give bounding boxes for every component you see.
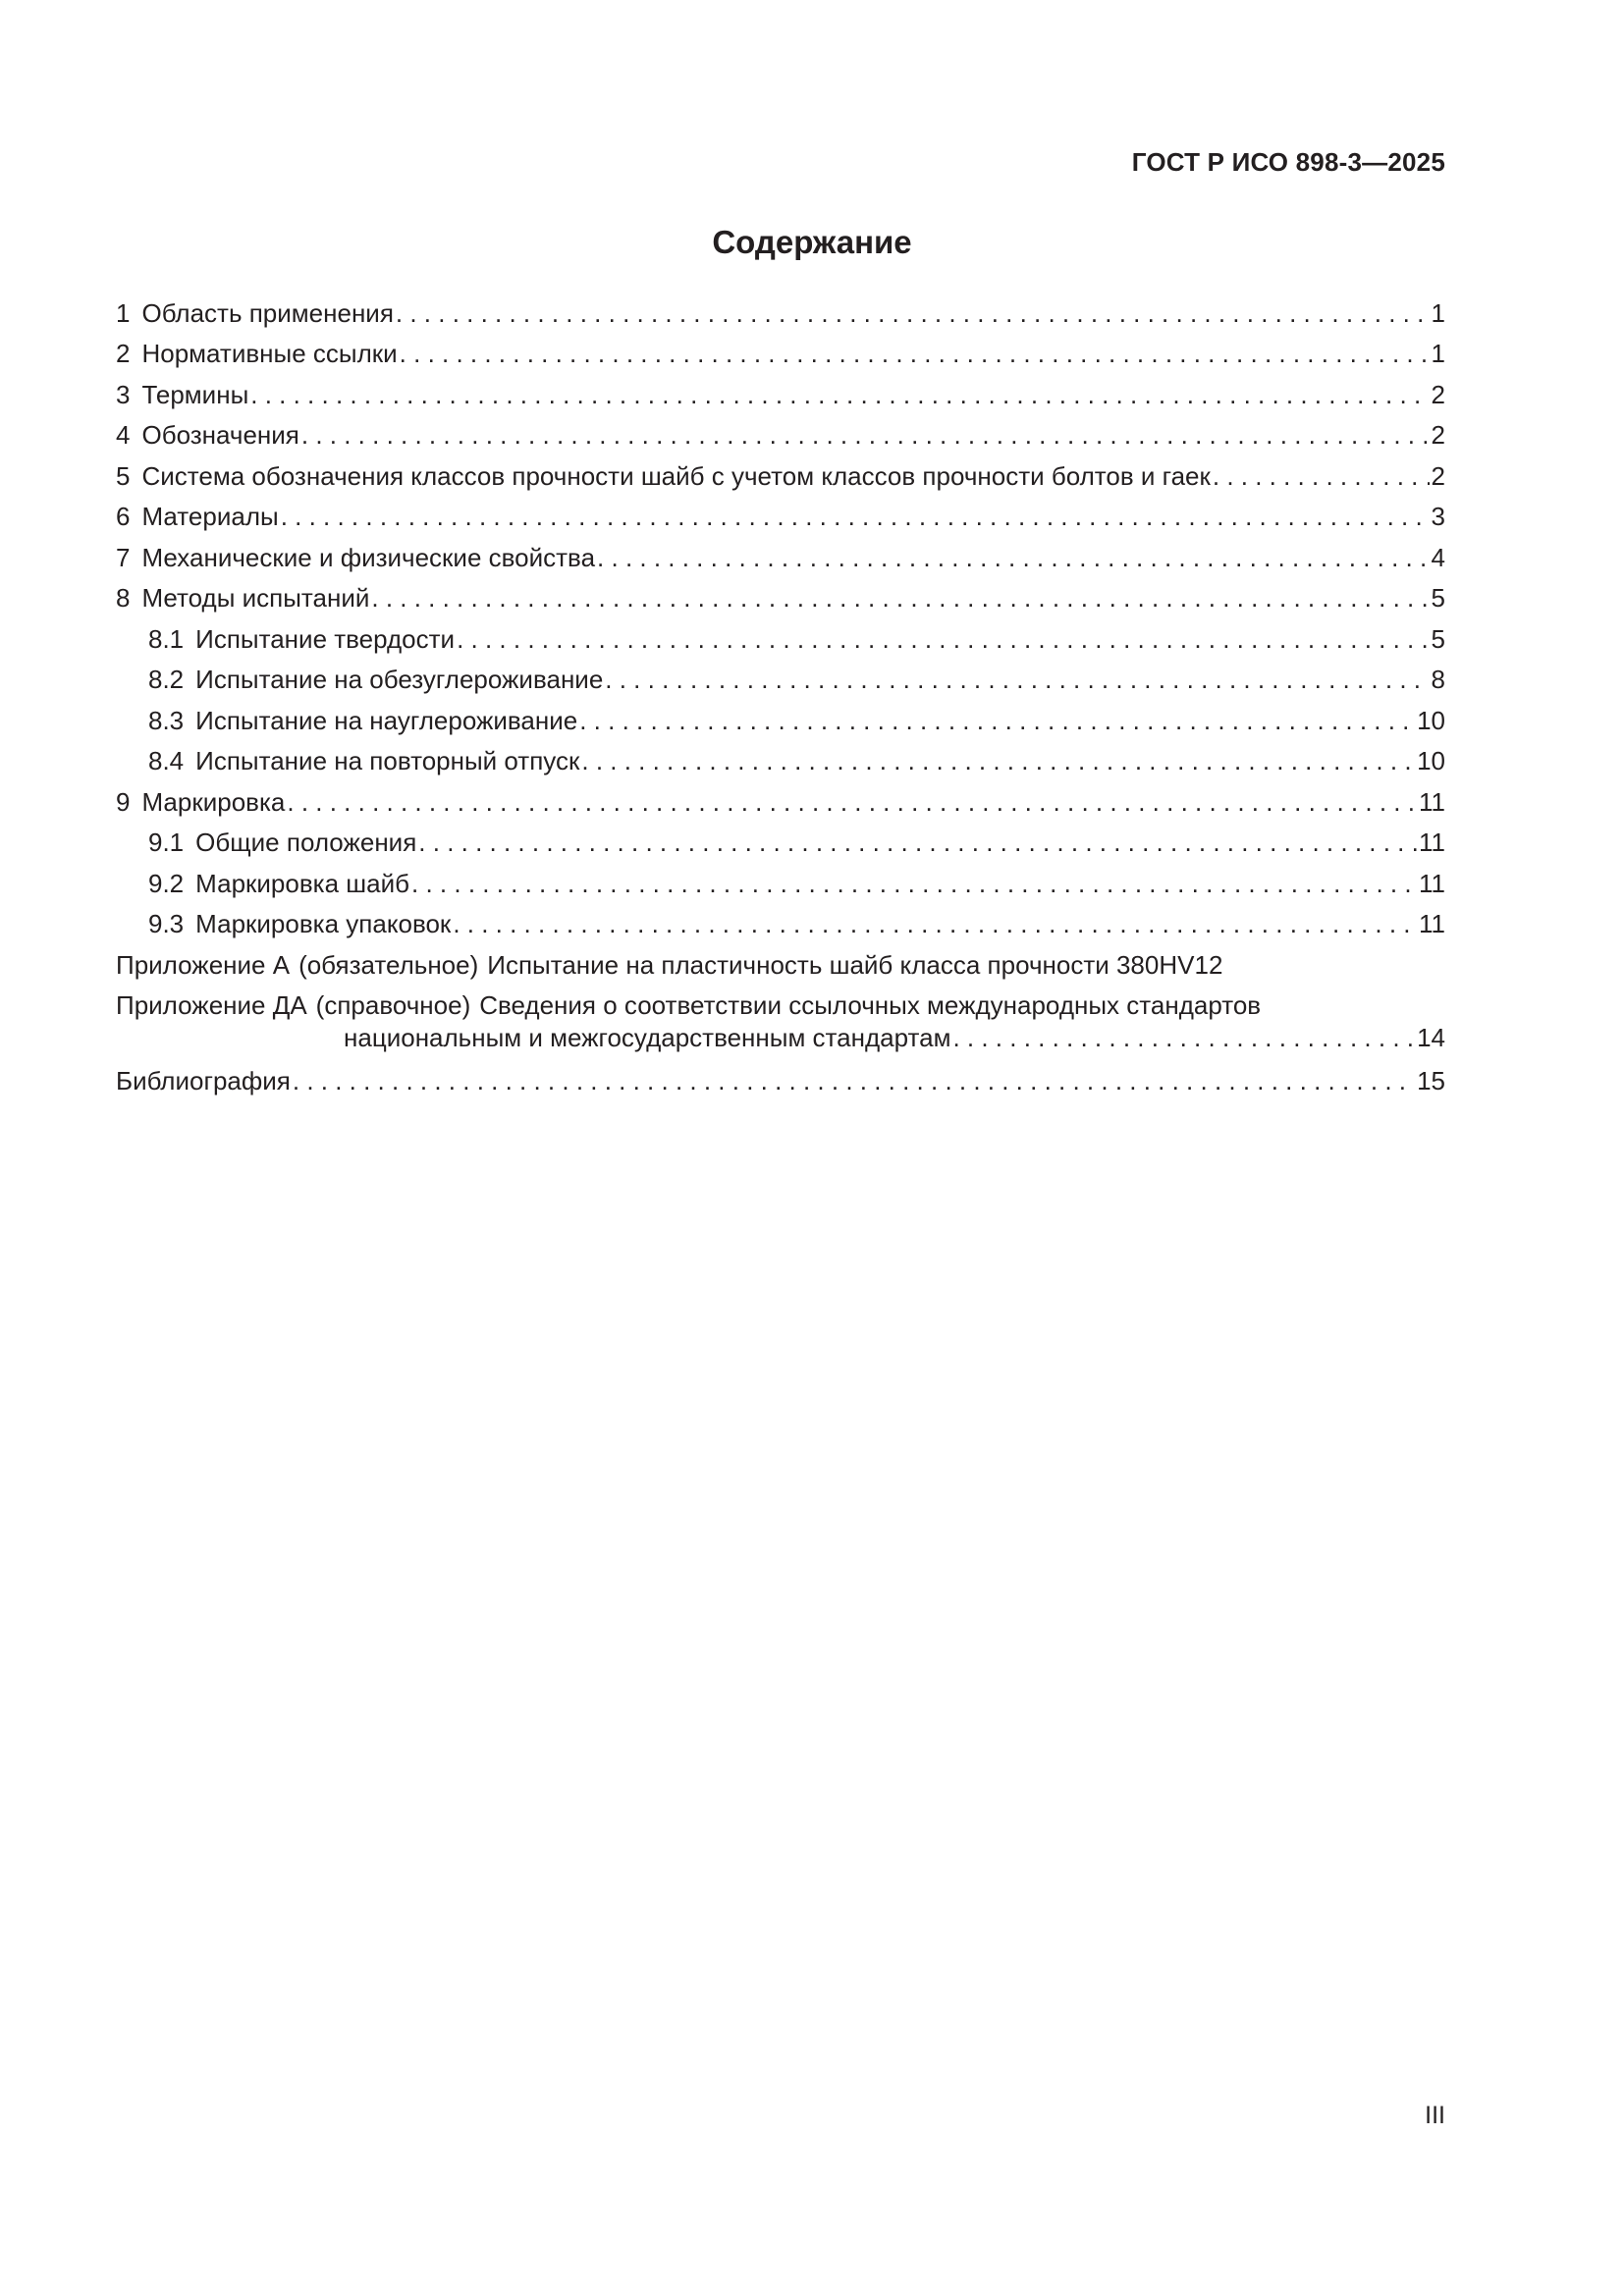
appendix-status: (обязательное) [298,949,479,980]
toc-entry-title: Методы испытаний [141,583,370,613]
toc-entry-number: 8.2 [148,665,185,694]
toc-entry-page: 11 [1419,786,1445,817]
document-code: ГОСТ Р ИСО 898-3—2025 [1131,147,1445,177]
toc-leader-dots [411,869,1417,898]
appendix-title-line2: национальным и межгосударственным стандартам [344,1022,951,1052]
toc-leader-dots [605,665,1429,694]
toc-entry-page: 15 [1417,1066,1445,1095]
toc-subentry[interactable] [116,735,1445,776]
toc-entry-number: 2 [116,339,131,368]
toc-entry-title: Испытание на обезуглероживание [195,665,604,694]
toc-leader-dots [287,787,1417,817]
toc-leader-dots [250,380,1429,409]
toc-leader-dots [400,339,1430,368]
toc-entry-title: Механические и физические свойства [141,542,596,572]
toc-entry-number: 1 [116,297,131,328]
toc-entry-title: Общие положения [195,828,417,857]
toc-entry-page: 3 [1431,502,1445,531]
toc-entry-page: 5 [1431,583,1445,613]
toc-entry-page: 10 [1417,705,1445,735]
toc-entry-title: Нормативные ссылки [141,339,398,368]
page-number: III [1425,2102,1445,2129]
toc-entry[interactable] [116,287,1445,328]
toc-entry-number: 3 [116,379,131,409]
toc-entry-title: Обозначения [141,420,299,450]
toc-subentry[interactable] [116,857,1445,898]
toc-leader-dots [293,1066,1415,1095]
toc-entry-number: 9.1 [148,828,185,857]
table-of-contents [116,287,1445,1095]
toc-entry-page: 4 [1431,542,1445,572]
toc-appendix-da[interactable] [116,980,1445,1055]
appendix-label: Приложение А [116,949,291,980]
toc-entry-page: 14 [1417,1022,1445,1052]
toc-entry-title: Маркировка [141,786,286,817]
toc-entry[interactable] [116,368,1445,409]
toc-entry-title: Область применения [141,297,394,328]
toc-leader-dots [1213,461,1430,491]
toc-entry-page: 8 [1431,665,1445,694]
toc-leader-dots [281,502,1430,531]
toc-subentry[interactable] [116,898,1445,939]
toc-entry-number: 8.4 [148,746,185,775]
toc-leader-dots [396,298,1430,328]
toc-leader-dots [371,583,1429,613]
toc-entry-page: 5 [1431,623,1445,654]
toc-entry[interactable] [116,775,1445,817]
toc-entry-page: 2 [1431,420,1445,450]
appendix-title: Испытание на пластичность шайб класса прочности 380HV [487,949,1195,980]
toc-entry-number: 8.3 [148,705,185,735]
toc-entry-number: 9 [116,786,131,817]
toc-entry[interactable] [116,450,1445,491]
toc-entry-number: 9.3 [148,909,185,938]
toc-entry-title: Библиография [116,1066,291,1095]
toc-entry-number: 8.1 [148,623,185,654]
toc-entry-title: Испытание твердости [195,623,456,654]
toc-subentry[interactable] [116,694,1445,735]
toc-entry[interactable] [116,328,1445,369]
toc-entry-title: Термины [141,379,249,409]
toc-entry-title: Система обозначения классов прочности шайб с учетом классов прочности болтов и гаек [141,460,1211,491]
toc-entry-number: 9.2 [148,868,185,898]
toc-entry-page: 2 [1431,379,1445,409]
appendix-title-line1: Сведения о соответствии ссылочных международных стандартов [479,989,1262,1020]
toc-entry-page: 10 [1417,746,1445,775]
toc-leader-dots [418,828,1417,857]
toc-entry-page: 11 [1419,828,1445,857]
toc-entry-page: 2 [1431,460,1445,491]
appendix-status: (справочное) [315,989,471,1020]
toc-entry-page: 1 [1431,297,1445,328]
toc-entry-page: 11 [1419,868,1445,898]
toc-entry[interactable] [116,531,1445,572]
toc-entry-title: Испытание на повторный отпуск [195,746,580,775]
toc-leader-dots [952,1020,1415,1055]
toc-title: Содержание [712,224,912,260]
toc-entry[interactable] [116,491,1445,532]
toc-entry-title: Испытание на науглероживание [195,705,578,735]
toc-bibliography[interactable] [116,1055,1445,1096]
toc-leader-dots [579,706,1415,735]
toc-entry-number: 8 [116,583,131,613]
toc-subentry[interactable] [116,613,1445,654]
toc-appendix-a[interactable] [116,938,1445,980]
toc-entry-number: 6 [116,502,131,531]
toc-entry-page: 1 [1431,339,1445,368]
toc-entry[interactable] [116,409,1445,451]
toc-leader-dots [453,909,1417,938]
toc-entry[interactable] [116,572,1445,614]
toc-leader-dots [581,746,1415,775]
toc-leader-dots [301,420,1430,450]
toc-entry-page: 11 [1419,909,1445,938]
appendix-label: Приложение ДА [116,989,307,1020]
toc-subentry[interactable] [116,817,1445,858]
toc-entry-number: 4 [116,420,131,450]
toc-entry-title: Маркировка шайб [195,868,410,898]
toc-leader-dots [457,624,1429,654]
toc-entry-number: 7 [116,542,131,572]
toc-entry-page: 12 [1194,949,1223,980]
toc-entry-number: 5 [116,460,131,491]
toc-entry-title: Маркировка упаковок [195,909,452,938]
toc-subentry[interactable] [116,654,1445,695]
toc-entry-title: Материалы [141,502,279,531]
toc-leader-dots [597,543,1429,572]
